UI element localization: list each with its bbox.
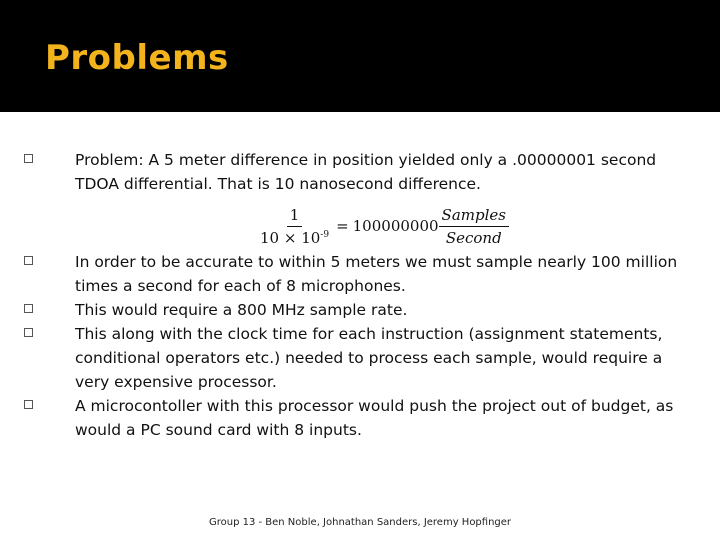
- bullet-item: [24, 148, 684, 196]
- bullet-item: [24, 298, 684, 322]
- square-bullet-icon: [24, 256, 33, 265]
- bullet-text: This would require a 800 MHz sample rate.: [75, 301, 408, 319]
- bullet-item: [24, 250, 684, 298]
- bullet-text: This along with the clock time for each instruction (assignment statements, conditional operators etc.) needed to process each sample, would require a very expensive processor.: [75, 325, 663, 391]
- slide-title: Problems: [45, 38, 229, 78]
- equation-unit-denominator: Second: [445, 228, 502, 247]
- slide-footer: Group 13 - Ben Noble, Johnathan Sanders, Jeremy Hopfinger: [208, 517, 512, 528]
- bullet-text: In order to be accurate to within 5 meters we must sample nearly 100 million times a second for each of 8 microphones.: [75, 253, 678, 295]
- equation-exponent: -9: [320, 229, 330, 240]
- equation-equals: =: [336, 217, 349, 235]
- bullet-text: Problem: A 5 meter difference in position yielded only a .00000001 second TDOA differential. That is 10 nanosecond difference.: [75, 151, 657, 193]
- equation-lhs-denominator: [257, 227, 332, 247]
- equation-lhs-fraction: [257, 206, 332, 247]
- bullet-text: A microcontoller with this processor would push the project out of budget, as would a PC sound card with 8 inputs.: [75, 397, 674, 439]
- equation-lhs-numerator: 1: [287, 206, 303, 227]
- bullet-list: [24, 148, 684, 442]
- equation-lhs-base: 10 × 10: [260, 228, 321, 247]
- square-bullet-icon: [24, 304, 33, 313]
- equation: [257, 204, 684, 248]
- square-bullet-icon: [24, 400, 33, 409]
- equation-unit-numerator: Samples: [439, 206, 509, 227]
- square-bullet-icon: [24, 328, 33, 337]
- bullet-item: [24, 322, 684, 394]
- square-bullet-icon: [24, 154, 33, 163]
- equation-value: 100000000: [352, 217, 439, 235]
- equation-unit-fraction: [439, 206, 509, 247]
- bullet-item: [24, 394, 684, 442]
- title-bar: [0, 0, 720, 112]
